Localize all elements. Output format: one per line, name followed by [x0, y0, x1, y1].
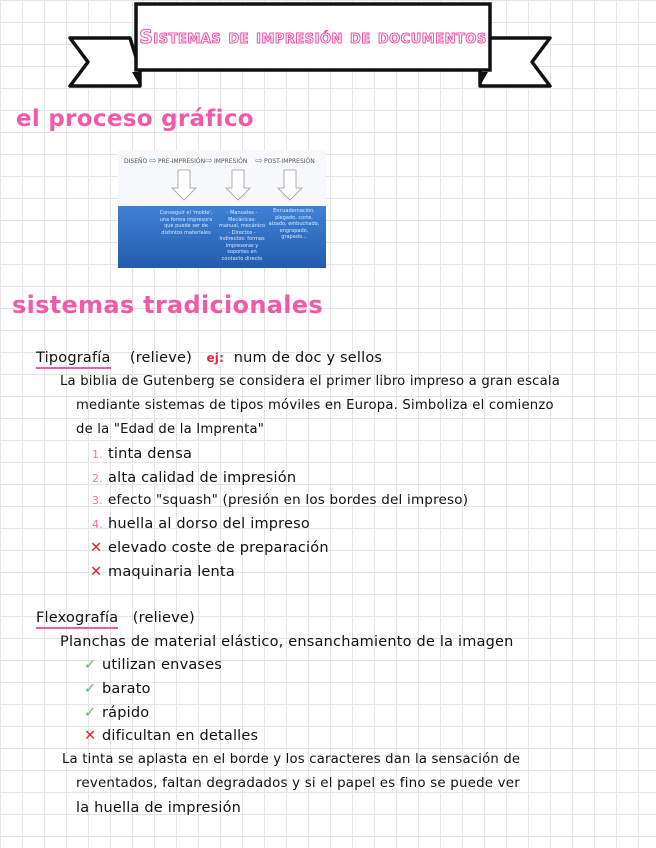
- item-text: tinta densa: [108, 446, 193, 462]
- pro-item: [92, 492, 468, 508]
- cross-icon: ✕: [90, 564, 103, 580]
- flexografia-header: [36, 610, 195, 626]
- item-number: 2.: [92, 472, 103, 485]
- pro-item: [92, 446, 192, 462]
- item-text: rápido: [102, 705, 150, 721]
- arrow-right-icon: ⇨: [205, 156, 213, 167]
- con-item: [90, 540, 329, 556]
- item-number: 4.: [92, 518, 103, 531]
- box-preimpresion: Conseguir el 'molde', una forma impresora que puede ser de distintos materiales: [159, 210, 213, 236]
- tipografia-desc-3: de la "Edad de la Imprenta": [76, 422, 265, 437]
- page-title: Sistemas de impresión de documentos: [139, 26, 487, 48]
- heading-process: el proceso gráfico: [16, 106, 254, 132]
- stage-label: IMPRESIÓN: [214, 158, 248, 165]
- flexografia-note-1: La tinta se aplasta en el borde y los caracteres dan la sensación de: [62, 752, 521, 767]
- ej-label: ej:: [206, 351, 225, 365]
- item-text: huella al dorso del impreso: [108, 516, 310, 532]
- check-icon: ✓: [84, 657, 97, 673]
- pro-item: [84, 705, 149, 721]
- check-icon: ✓: [84, 705, 97, 721]
- title-banner: [60, 0, 560, 100]
- con-item: [84, 728, 258, 744]
- tipografia-header: [36, 350, 382, 366]
- pro-item: [92, 470, 296, 486]
- arrow-right-icon: ⇨: [149, 156, 157, 167]
- tipografia-kind: (relieve): [129, 350, 193, 366]
- pro-item: [84, 657, 222, 673]
- item-text: alta calidad de impresión: [108, 470, 297, 486]
- cross-icon: ✕: [84, 728, 97, 744]
- heading-traditional: sistemas tradicionales: [12, 291, 323, 319]
- stage-label: DISEÑO: [124, 158, 148, 165]
- flexografia-note-2: reventados, faltan degradados y si el papel es fino se puede ver: [76, 776, 520, 791]
- item-number: 3.: [92, 494, 103, 507]
- item-text: efecto "squash" (presión en los bordes del impreso): [108, 492, 469, 508]
- tipografia-desc-1: La biblia de Gutenberg se considera el primer libro impreso a gran escala: [60, 374, 561, 389]
- flexografia-label: Flexografía: [36, 610, 118, 629]
- item-text: dificultan en detalles: [102, 728, 259, 744]
- flexografia-kind: (relieve): [132, 610, 195, 626]
- con-item: [90, 564, 235, 580]
- item-text: elevado coste de preparación: [108, 540, 329, 556]
- process-diagram: [118, 150, 326, 268]
- tipografia-label: Tipografía: [36, 350, 111, 369]
- item-text: maquinaria lenta: [108, 564, 235, 580]
- stage-label: PRE-IMPRESIÓN: [158, 158, 206, 165]
- stage-label: POST-IMPRESIÓN: [264, 158, 315, 165]
- box-postimpresion: Encuadernación, plegado, corte, alzado, embuchado, engrapado, grapado...: [268, 208, 320, 240]
- flexografia-note-3: la huella de impresión: [76, 800, 242, 816]
- pro-item: [84, 681, 151, 697]
- check-icon: ✓: [84, 681, 97, 697]
- flexografia-desc: Planchas de material elástico, ensanchamiento de la imagen: [60, 634, 514, 650]
- box-impresion: - Manuales - Mecánicas: manual, mecánico - Directos - Indirectos: formas impresoras y soportes en contacto directo: [218, 210, 266, 262]
- pro-item: [92, 516, 310, 532]
- item-number: 1.: [92, 448, 103, 461]
- item-text: utilizan envases: [102, 657, 223, 673]
- tipografia-desc-2: mediante sistemas de tipos móviles en Europa. Simboliza el comienzo: [76, 398, 554, 413]
- arrow-right-icon: ⇨: [255, 156, 263, 167]
- tipografia-example: num de doc y sellos: [233, 350, 383, 366]
- item-text: barato: [102, 681, 151, 697]
- cross-icon: ✕: [90, 540, 103, 556]
